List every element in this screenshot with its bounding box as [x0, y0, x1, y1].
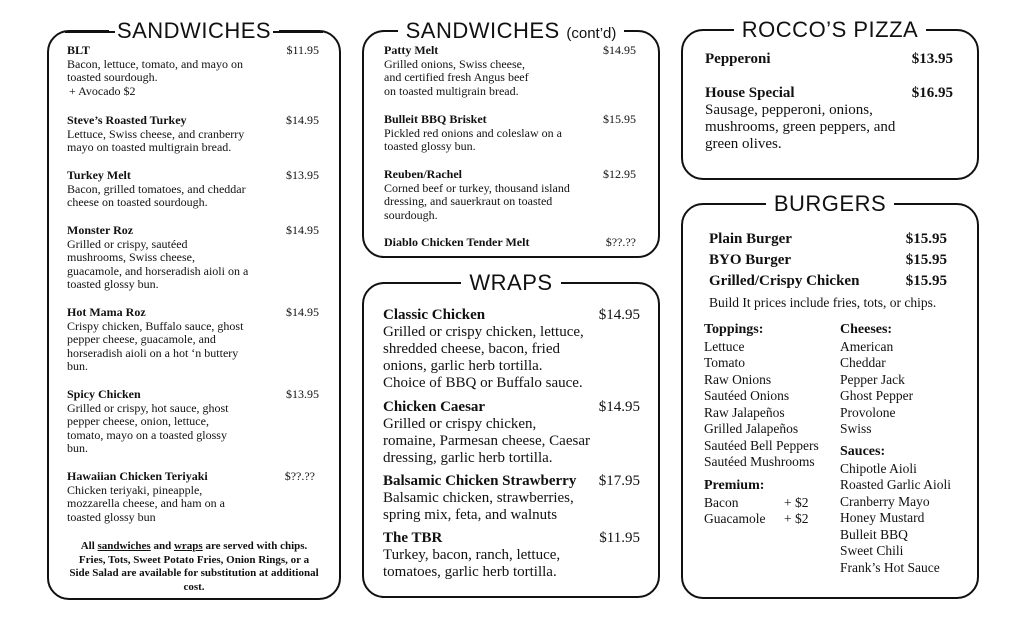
- item-price: $??.??: [284, 469, 315, 483]
- cheese-item: Provolone: [840, 404, 896, 420]
- menu-item-byo-burger: [709, 250, 947, 270]
- topping-item: Tomato: [704, 355, 746, 370]
- desc-line: dressing, and sauerkraut on toasted: [384, 194, 553, 208]
- item-desc: [67, 58, 319, 99]
- note-text: All: [80, 540, 98, 552]
- desc-line: Grilled onions, Swiss cheese,: [384, 56, 525, 71]
- item-name: Classic Chicken: [383, 307, 486, 323]
- cheeses-list: [840, 322, 913, 438]
- cheese-item: Cheddar: [840, 355, 886, 370]
- item-price: $14.95: [286, 305, 319, 319]
- desc-line: + Avocado $2: [69, 83, 136, 98]
- item-price: $14.95: [603, 43, 636, 57]
- menu-item-monster-roz: [67, 224, 319, 292]
- item-price: $13.95: [286, 387, 319, 401]
- menu-item-blt: [67, 44, 319, 98]
- desc-line: sourdough.: [384, 207, 438, 222]
- item-price: $11.95: [286, 43, 319, 57]
- item-price: $12.95: [603, 167, 636, 181]
- item-name: Plain Burger: [709, 231, 792, 247]
- desc-line: green olives.: [705, 136, 782, 152]
- item-name: Hot Mama Roz: [67, 305, 146, 319]
- desc-line: pepper cheese, onion, lettuce,: [67, 414, 209, 428]
- sauce-item: Cranberry Mayo: [840, 493, 930, 509]
- sauce-item: Frank’s Hot Sauce: [840, 559, 940, 575]
- note-text: are served with chips.: [202, 540, 308, 552]
- item-name: Patty Melt: [384, 43, 439, 57]
- wraps-section: [362, 270, 660, 598]
- menu-item-house-special: [705, 85, 953, 153]
- menu-item-bulleit-bbq-brisket: [384, 113, 636, 154]
- desc-line: Sausage, pepperoni, onions,: [705, 102, 873, 118]
- topping-item: Lettuce: [704, 338, 745, 354]
- item-price: $14.95: [598, 399, 640, 415]
- desc-line: mayo on toasted multigrain bread.: [67, 140, 232, 154]
- sauce-item: Sweet Chili: [840, 543, 904, 558]
- premium-name: Bacon: [704, 494, 739, 510]
- sauce-item: Bulleit BBQ: [840, 526, 908, 542]
- item-price: $??.??: [605, 235, 636, 249]
- desc-line: toasted glossy bun.: [67, 277, 159, 291]
- item-name: Bulleit BBQ Brisket: [384, 112, 487, 126]
- desc-line: Corned beef or turkey, thousand island: [384, 180, 570, 195]
- desc-line: toasted glossy bun.: [384, 139, 476, 153]
- menu-item-steves-roasted-turkey: [67, 114, 319, 155]
- item-name: Chicken Caesar: [383, 399, 486, 415]
- cheese-item: Pepper Jack: [840, 371, 905, 387]
- menu-item-the-tbr: [383, 530, 640, 581]
- item-name: Spicy Chicken: [67, 387, 141, 401]
- note-line: cost.: [183, 580, 205, 593]
- item-price: $14.95: [286, 223, 319, 237]
- menu-item-turkey-melt: [67, 169, 319, 210]
- item-price: $16.95: [911, 85, 953, 101]
- menu-item-grilled-crispy-chicken: [709, 271, 947, 291]
- item-name: Diablo Chicken Tender Melt: [384, 235, 530, 249]
- sauces-list: [840, 444, 951, 576]
- menu-item-chicken-caesar: [383, 399, 640, 467]
- desc-line: Balsamic chicken, strawberries,: [383, 490, 574, 506]
- desc-line: toasted glossy bun: [67, 509, 156, 524]
- desc-line: dressing, garlic herb tortilla.: [383, 450, 553, 466]
- desc-line: Grilled or crispy, sautéed: [67, 236, 188, 251]
- desc-line: bun.: [67, 359, 88, 373]
- desc-line: Pickled red onions and coleslaw on a: [384, 125, 562, 140]
- burgers-section: [681, 191, 979, 599]
- desc-line: tomatoes, garlic herb tortilla.: [383, 564, 557, 580]
- cheese-item: Swiss: [840, 421, 872, 436]
- pizza-title: ROCCO’S PIZZA: [734, 17, 926, 42]
- item-name: BLT: [67, 43, 90, 57]
- pizza-title-wrap: [683, 15, 977, 45]
- cheese-item: Ghost Pepper: [840, 388, 914, 403]
- topping-item: Grilled Jalapeños: [704, 421, 799, 436]
- note-sandwiches: sandwiches: [97, 540, 151, 552]
- premium-item: [704, 495, 824, 512]
- item-price: $17.95: [598, 473, 640, 489]
- pizza-section: [681, 17, 979, 180]
- note-text: and: [150, 540, 174, 552]
- note-line: Side Salad are available for substitution at additional: [69, 567, 319, 579]
- desc-line: Chicken teriyaki, pineapple,: [67, 482, 203, 497]
- desc-line: Grilled or crispy chicken,: [383, 416, 537, 432]
- desc-line: Lettuce, Swiss cheese, and cranberry: [67, 126, 245, 141]
- desc-line: Bacon, grilled tomatoes, and cheddar: [67, 181, 246, 196]
- menu-item-classic-chicken: [383, 307, 640, 392]
- item-name: Balsamic Chicken Strawberry: [383, 473, 577, 489]
- desc-line: cheese on toasted sourdough.: [67, 195, 208, 209]
- item-name: Pepperoni: [705, 51, 771, 67]
- item-price: $15.95: [603, 112, 636, 126]
- desc-line: Grilled or crispy chicken, lettuce,: [383, 324, 584, 340]
- desc-line: Bacon, lettuce, tomato, and mayo on: [67, 56, 243, 71]
- desc-line: mushrooms, Swiss cheese,: [67, 250, 195, 264]
- item-price: $15.95: [905, 252, 947, 268]
- menu-item-patty-melt: [384, 44, 636, 98]
- topping-item: Sautéed Onions: [704, 388, 790, 403]
- item-price: $14.95: [286, 113, 319, 127]
- desc-line: Crispy chicken, Buffalo sauce, ghost: [67, 318, 244, 333]
- toppings-heading: Toppings:: [704, 322, 764, 337]
- menu-item-pepperoni: [705, 51, 953, 68]
- desc-line: toasted sourdough.: [67, 70, 158, 84]
- premium-price: + $2: [784, 494, 809, 510]
- item-price: $13.95: [911, 51, 953, 67]
- topping-item: Raw Jalapeños: [704, 404, 785, 420]
- build-it-info: Build It prices include fries, tots, or chips.: [709, 295, 937, 310]
- item-price: $11.95: [599, 530, 640, 546]
- item-price: $13.95: [286, 168, 319, 182]
- item-price: $15.95: [905, 273, 947, 289]
- toppings-list: [704, 322, 819, 471]
- desc-line: horseradish aioli on a hot ‘n buttery: [67, 345, 239, 360]
- item-price: $14.95: [598, 307, 640, 323]
- desc-line: spring mix, feta, and walnuts: [383, 507, 558, 523]
- menu-item-plain-burger: [709, 229, 947, 249]
- premium-price: + $2: [784, 511, 809, 526]
- desc-line: bun.: [67, 441, 88, 455]
- wraps-title: WRAPS: [461, 270, 560, 295]
- premium-name: Guacamole: [704, 511, 766, 526]
- desc-line: romaine, Parmesan cheese, Caesar: [383, 433, 590, 449]
- wraps-title-wrap: [364, 268, 658, 298]
- topping-item: Raw Onions: [704, 371, 772, 387]
- sauce-item: Chipotle Aioli: [840, 460, 917, 476]
- item-name: Turkey Melt: [67, 168, 131, 182]
- item-name: Grilled/Crispy Chicken: [709, 273, 860, 289]
- premium-list: [704, 478, 824, 528]
- topping-item: Sautéed Mushrooms: [704, 454, 815, 469]
- desc-line: Choice of BBQ or Buffalo sauce.: [383, 375, 583, 391]
- item-price: $15.95: [905, 231, 947, 247]
- sauces-heading: Sauces:: [840, 444, 886, 459]
- sauce-item: Roasted Garlic Aioli: [840, 477, 951, 492]
- menu-item-reuben-rachel: [384, 168, 636, 222]
- burgers-title: BURGERS: [766, 191, 894, 216]
- menu-item-hawaiian-chicken-teriyaki: [67, 470, 319, 524]
- desc-line: pepper cheese, guacamole, and: [67, 332, 216, 346]
- desc-line: Turkey, bacon, ranch, lettuce,: [383, 547, 561, 563]
- cheese-item: American: [840, 338, 894, 354]
- note-line: Fries, Tots, Sweet Potato Fries, Onion Rings, or a: [78, 553, 310, 566]
- desc-line: tomato, mayo on a toasted glossy: [67, 427, 227, 442]
- item-name: Monster Roz: [67, 223, 134, 237]
- sandwiches-cont-title: SANDWICHES: [405, 18, 560, 43]
- burgers-title-wrap: [683, 189, 977, 219]
- sandwiches-section: [47, 18, 341, 600]
- item-name: Hawaiian Chicken Teriyaki: [67, 469, 208, 483]
- desc-line: on toasted multigrain bread.: [384, 83, 519, 98]
- item-name: Steve’s Roasted Turkey: [67, 113, 187, 127]
- desc-line: mushrooms, green peppers, and: [705, 119, 896, 135]
- sauce-item: Honey Mustard: [840, 510, 925, 525]
- note-wraps: wraps: [173, 540, 203, 552]
- sandwiches-cont-subtitle: (cont’d): [566, 25, 617, 42]
- desc-line: guacamole, and horseradish aioli on a: [67, 263, 249, 278]
- premium-heading: Premium:: [704, 478, 765, 493]
- sandwiches-cont-section: [362, 18, 660, 258]
- desc-line: Grilled or crispy, hot sauce, ghost: [67, 400, 229, 415]
- desc-line: mozzarella cheese, and ham on a: [67, 496, 225, 510]
- desc-line: shredded cheese, bacon, fried: [383, 341, 560, 357]
- topping-item: Sautéed Bell Peppers: [704, 437, 819, 453]
- item-name: House Special: [705, 85, 795, 101]
- premium-item: [704, 511, 824, 528]
- menu-item-diablo-chicken-tender-melt: [384, 236, 636, 250]
- desc-line: onions, garlic herb tortilla.: [383, 358, 543, 374]
- menu-item-spicy-chicken: [67, 388, 319, 456]
- menu-item-hot-mama-roz: [67, 306, 319, 374]
- item-name: Reuben/Rachel: [384, 167, 462, 181]
- sandwiches-title: SANDWICHES: [109, 18, 279, 43]
- desc-line: and certified fresh Angus beef: [384, 70, 529, 84]
- sides-note: [63, 540, 325, 594]
- item-name: The TBR: [383, 530, 443, 546]
- cheeses-heading: Cheeses:: [840, 322, 893, 337]
- menu-item-balsamic-chicken-strawberry: [383, 473, 640, 524]
- item-name: BYO Burger: [709, 252, 792, 268]
